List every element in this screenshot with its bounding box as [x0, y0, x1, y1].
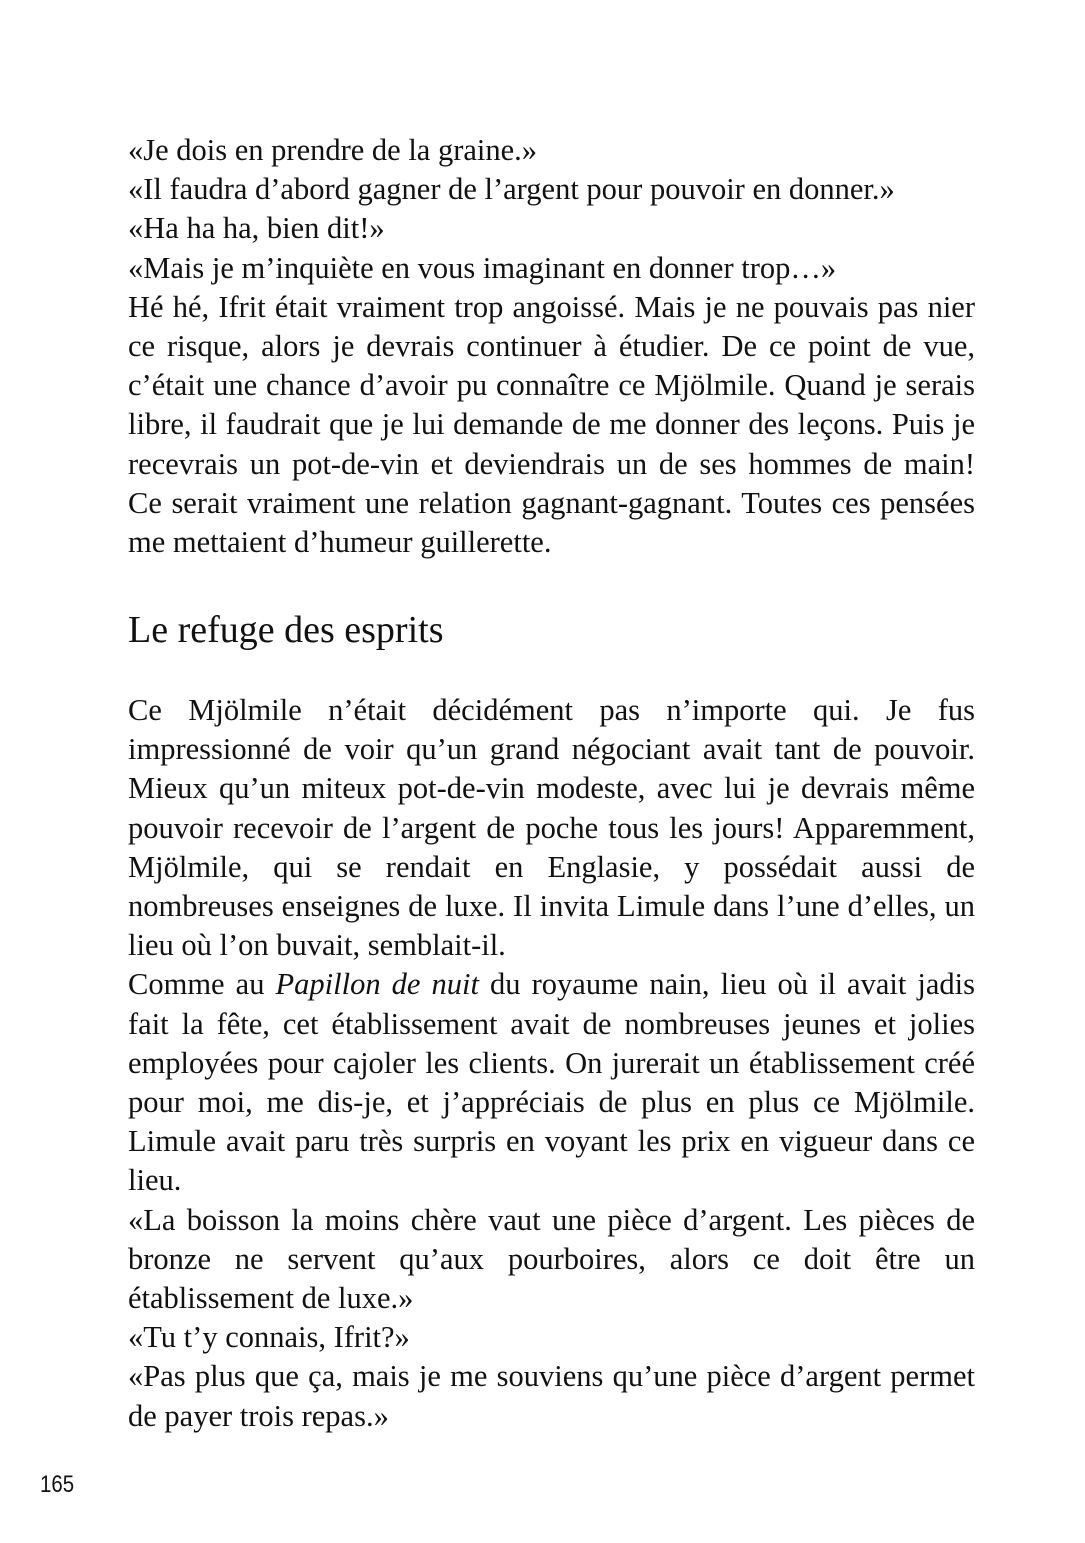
body-paragraph: «Pas plus que ça, mais je me souviens qu’une pièce d’argent permet de payer trois repas.» — [128, 1359, 975, 1433]
dialogue-line: «Je dois en prendre de la graine.» — [128, 133, 538, 167]
dialogue-line: «Il faudra d’abord gagner de l’argent pour pouvoir en donner.» — [128, 172, 895, 207]
dialogue-line: «Mais je m’inquiète en vous imaginant en donner trop…» — [128, 250, 837, 285]
section-heading: Le refuge des esprits — [128, 609, 444, 651]
text-block-top — [128, 131, 975, 562]
paragraph-text: Comme au — [128, 967, 276, 1002]
dialogue-line: «Ha ha ha, bien dit!» — [128, 211, 385, 246]
page-number: 165 — [40, 1471, 75, 1498]
body-paragraph: Ce Mjölmile n’était décidément pas n’importe qui. Je fus impressionné de voir qu’un grand négociant avait tant de pouvoir. Mieux qu’un miteux pot-de-vin modeste, avec lui je devrais même pouvoir recevoir de l’argent de poche tous les jours! Apparemment, Mjölmile, qui se rendait en Englasie, y possédait aussi de nombreuses enseignes de luxe. Il invita Limule dans l’une d’elles, un lieu où l’on buvait, semblait-il. — [128, 693, 975, 963]
paragraph-text: du royaume nain, lieu où il avait jadis fait la fête, cet établissement avait de nombreuses jeunes et jolies employées pour cajoler les clients. On jurerait un établissement créé pour moi, me dis-je, et j’appréciais de plus en plus ce Mjölmile. Limule avait paru très surpris en voyant les prix en vigueur dans ce lieu. — [128, 967, 976, 1198]
body-paragraph: Hé hé, Ifrit était vraiment trop angoissé. Mais je ne pouvais pas nier ce risque, alors je devrais continuer à étudier. De ce point de vue, c’était une chance d’avoir pu connaître ce Mjölmile. Quand je serais libre, il faudrait que je lui demande de me donner des leçons. Puis je recevrais un pot-de-vin et deviendrais un de ses hommes de main! Ce serait vraiment une relation gagnant-gagnant. Toutes ces pensées me mettaient d’humeur guillerette. — [128, 289, 975, 560]
body-paragraph-with-italic — [128, 965, 975, 1200]
body-paragraph: «La boisson la moins chère vaut une pièce d’argent. Les pièces de bronze ne servent qu’aux pourboires, alors ce doit être un établissement de luxe.» — [128, 1202, 975, 1316]
italic-title: Papillon de nuit — [275, 967, 479, 1002]
dialogue-line: «Tu t’y connais, Ifrit?» — [128, 1320, 410, 1355]
text-block-bottom — [128, 691, 975, 1436]
